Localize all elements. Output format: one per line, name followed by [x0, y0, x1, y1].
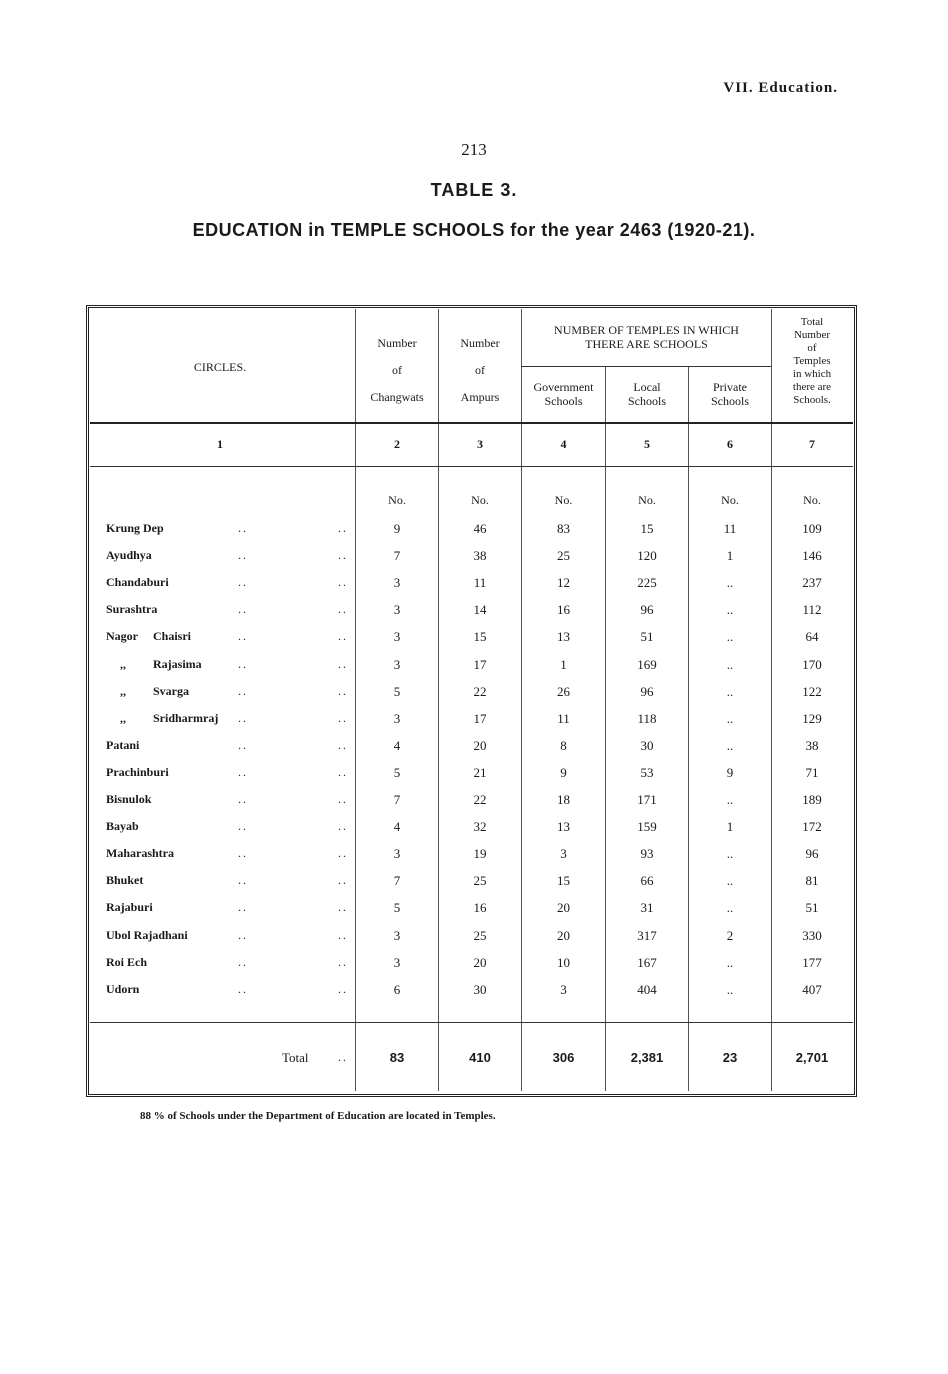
cell-total: 189	[802, 792, 822, 807]
leader-dots: ..	[338, 764, 348, 779]
cell-total: 330	[802, 927, 822, 943]
cell-local: 96	[640, 602, 654, 618]
cell-government: 83	[557, 521, 570, 536]
leader-dots: ..	[338, 710, 348, 725]
circle-name: Surashtra	[106, 602, 158, 617]
leader-dots: ..	[338, 927, 348, 942]
cell-ampurs: 46	[473, 521, 487, 536]
table-row	[0, 792, 948, 819]
leader-dots: ..	[338, 981, 348, 996]
total-local: 2,381	[630, 1050, 664, 1065]
leader-dots: ..	[238, 737, 248, 752]
cell-total: 170	[802, 656, 822, 672]
cell-changwats: 3	[393, 602, 401, 618]
cell-private: ..	[726, 981, 734, 997]
circle-name: Rajaburi	[106, 900, 153, 915]
cell-private: ..	[726, 900, 734, 916]
table-row	[0, 738, 948, 765]
column-number: 2	[394, 437, 400, 451]
leader-dots: ..	[238, 575, 248, 590]
cell-ampurs: 25	[473, 927, 487, 943]
cell-government: 12	[557, 575, 570, 591]
leader-dots: ..	[338, 629, 348, 644]
unit-label: No.	[638, 493, 656, 507]
table-row	[0, 684, 948, 711]
leader-dots: ..	[238, 521, 248, 535]
circle-name: Sridharmraj	[153, 710, 219, 725]
total-changwats: 83	[389, 1050, 405, 1065]
cell-local: 31	[640, 900, 654, 916]
cell-ampurs: 20	[473, 737, 487, 753]
circle-name: Krung Dep	[106, 521, 164, 535]
circle-prefix: ,,	[120, 683, 126, 698]
total-government: 306	[552, 1050, 575, 1065]
cell-ampurs: 14	[473, 602, 487, 618]
circle-name: Udorn	[106, 981, 140, 996]
cell-ampurs: 21	[473, 764, 487, 780]
cell-total: 172	[802, 819, 822, 835]
cell-government: 8	[560, 737, 567, 753]
table-row	[0, 548, 948, 575]
leader-dots: ..	[238, 873, 248, 888]
leader-dots: ..	[338, 548, 348, 563]
leader-dots: ..	[238, 764, 248, 779]
header-rule	[90, 422, 853, 424]
circle-name: Bayab	[106, 819, 139, 834]
cell-government: 16	[557, 602, 570, 618]
leader-dots: ..	[338, 602, 348, 617]
leader-dots: ..	[338, 737, 348, 752]
cell-changwats: 3	[393, 927, 401, 943]
table-row	[0, 900, 948, 927]
section-heading: VII. Education.	[723, 80, 838, 96]
total-private: 23	[722, 1050, 738, 1065]
cell-ampurs: 16	[473, 900, 487, 916]
circle-prefix: ,,	[120, 710, 126, 725]
cell-private: ..	[726, 602, 734, 618]
cell-ampurs: 19	[473, 846, 487, 862]
cell-local: 225	[637, 575, 657, 591]
cell-government: 26	[557, 683, 570, 699]
cell-ampurs: 17	[473, 710, 487, 726]
total-leaders: ..	[338, 1050, 348, 1064]
table-row	[0, 657, 948, 684]
cell-ampurs: 15	[473, 629, 487, 645]
header-private: Private Schools	[710, 380, 749, 408]
leader-dots: ..	[238, 900, 248, 915]
cell-changwats: 7	[393, 548, 401, 564]
cell-local: 66	[640, 873, 654, 889]
cell-changwats: 4	[393, 737, 401, 753]
cell-ampurs: 32	[473, 819, 487, 835]
cell-total: 38	[805, 737, 819, 753]
cell-changwats: 3	[393, 846, 401, 862]
cell-local: 93	[640, 846, 654, 862]
cell-government: 1	[560, 656, 567, 672]
total-label: Total	[282, 1050, 309, 1065]
cell-total: 64	[805, 629, 819, 645]
cell-private: ..	[726, 629, 734, 645]
cell-changwats: 3	[393, 575, 401, 591]
table-row	[0, 873, 948, 900]
cell-total: 407	[802, 981, 822, 997]
header-rule	[90, 466, 853, 467]
cell-local: 51	[640, 629, 654, 645]
column-number: 3	[477, 437, 483, 451]
circle-name: Ubol Rajadhani	[106, 927, 188, 942]
column-number: 7	[809, 437, 815, 451]
leader-dots: ..	[338, 792, 348, 806]
cell-ampurs: 22	[473, 683, 487, 699]
leader-dots: ..	[238, 629, 248, 644]
table-row	[0, 819, 948, 846]
table-row	[0, 575, 948, 602]
cell-local: 120	[637, 548, 657, 564]
cell-total: 177	[802, 954, 822, 970]
cell-government: 13	[557, 819, 570, 835]
leader-dots: ..	[338, 900, 348, 915]
circle-name: Chaisri	[153, 629, 192, 644]
cell-changwats: 3	[393, 954, 401, 970]
header-local: Local Schools	[627, 380, 666, 408]
leader-dots: ..	[238, 792, 248, 806]
table-row	[0, 846, 948, 873]
cell-local: 169	[637, 656, 657, 672]
leader-dots: ..	[338, 954, 348, 969]
cell-private: ..	[726, 846, 734, 862]
cell-private: ..	[726, 683, 734, 699]
header-ampurs: Number of Ampurs	[460, 336, 500, 404]
leader-dots: ..	[338, 873, 348, 888]
circle-name: Rajasima	[153, 656, 202, 671]
table-row	[0, 711, 948, 738]
total-ampurs: 410	[469, 1050, 491, 1065]
cell-government: 13	[557, 629, 570, 645]
table-row	[0, 629, 948, 656]
cell-private: 2	[726, 927, 734, 943]
leader-dots: ..	[338, 656, 348, 671]
leader-dots: ..	[338, 683, 348, 698]
cell-local: 96	[640, 683, 654, 699]
total-rule	[90, 1022, 853, 1023]
cell-local: 30	[640, 737, 654, 753]
leader-dots: ..	[238, 548, 248, 563]
cell-local: 15	[640, 521, 654, 536]
cell-local: 118	[637, 710, 657, 726]
cell-ampurs: 17	[473, 656, 487, 672]
cell-ampurs: 30	[473, 981, 487, 997]
cell-private: 1	[726, 819, 734, 835]
unit-label: No.	[388, 493, 406, 507]
cell-ampurs: 25	[473, 873, 487, 889]
leader-dots: ..	[238, 819, 248, 834]
cell-changwats: 3	[393, 710, 401, 726]
cell-government: 20	[557, 927, 570, 943]
column-number: 6	[727, 437, 733, 451]
circle-name: Bhuket	[106, 873, 144, 888]
cell-government: 20	[557, 900, 570, 916]
table-row	[0, 602, 948, 629]
cell-government: 9	[560, 764, 567, 780]
cell-ampurs: 11	[473, 575, 487, 591]
cell-private: 1	[726, 548, 734, 564]
column-number: 1	[217, 437, 223, 451]
header-circles: CIRCLES.	[193, 360, 247, 374]
circle-name: Maharashtra	[106, 846, 174, 861]
leader-dots: ..	[338, 819, 348, 834]
cell-changwats: 5	[393, 900, 401, 916]
leader-dots: ..	[238, 927, 248, 942]
leader-dots: ..	[338, 575, 348, 590]
cell-local: 404	[637, 981, 657, 997]
circle-name: Ayudhya	[106, 548, 152, 563]
header-total: Total Number of Temples in which there are Schools.	[792, 316, 832, 406]
unit-label: No.	[471, 493, 489, 507]
cell-total: 71	[805, 764, 819, 780]
cell-changwats: 7	[393, 873, 401, 889]
cell-changwats: 5	[393, 683, 401, 699]
table-title: TABLE 3.	[430, 180, 518, 200]
leader-dots: ..	[338, 846, 348, 861]
unit-label: No.	[803, 493, 821, 507]
footnote: 88 % of Schools under the Department of Education are located in Temples.	[140, 1110, 496, 1122]
cell-local: 317	[637, 927, 657, 943]
cell-total: 129	[802, 710, 822, 726]
cell-changwats: 7	[393, 792, 401, 807]
column-number: 4	[560, 437, 567, 451]
cell-government: 11	[557, 710, 570, 726]
leader-dots: ..	[238, 602, 248, 617]
unit-label: No.	[554, 493, 573, 507]
page-number: 213	[461, 140, 487, 159]
cell-government: 25	[557, 548, 570, 564]
cell-total: 51	[805, 900, 819, 916]
circle-prefix: Nagor	[106, 629, 138, 644]
cell-changwats: 5	[393, 764, 401, 780]
cell-changwats: 6	[393, 981, 401, 997]
cell-total: 112	[802, 602, 822, 618]
cell-total: 96	[805, 846, 819, 862]
cell-ampurs: 22	[473, 792, 487, 807]
cell-total: 81	[805, 873, 819, 889]
cell-private: ..	[726, 656, 734, 672]
cell-private: ..	[726, 873, 734, 889]
leader-dots: ..	[238, 846, 248, 861]
table-row	[0, 928, 948, 955]
cell-local: 159	[637, 819, 657, 835]
column-number: 5	[644, 437, 650, 451]
cell-ampurs: 38	[473, 548, 487, 564]
cell-local: 167	[637, 954, 657, 970]
circle-name: Patani	[106, 737, 140, 752]
cell-ampurs: 20	[473, 954, 487, 970]
table-subtitle: EDUCATION in TEMPLE SCHOOLS for the year 2463 (1920-21).	[192, 220, 756, 240]
leader-dots: ..	[238, 683, 248, 698]
cell-government: 3	[560, 846, 567, 862]
cell-private: ..	[726, 710, 734, 726]
cell-private: ..	[726, 575, 734, 591]
leader-dots: ..	[338, 521, 348, 535]
cell-government: 10	[557, 954, 570, 970]
table-row	[0, 521, 948, 548]
circle-name: Chandaburi	[106, 575, 169, 590]
cell-private: 11	[723, 521, 737, 536]
total-total: 2,701	[795, 1050, 829, 1065]
header-government: Government Schools	[533, 380, 594, 408]
cell-total: 109	[802, 521, 822, 536]
unit-label: No.	[721, 493, 739, 507]
cell-private: ..	[726, 954, 734, 970]
cell-changwats: 3	[393, 656, 401, 672]
cell-government: 3	[560, 981, 567, 997]
leader-dots: ..	[238, 710, 248, 725]
cell-changwats: 9	[393, 521, 401, 536]
cell-private: 9	[726, 764, 734, 780]
table-row	[0, 955, 948, 982]
cell-local: 171	[637, 792, 657, 807]
circle-name: Prachinburi	[106, 764, 169, 779]
header-rule	[521, 366, 771, 367]
cell-changwats: 4	[393, 819, 401, 835]
circle-name: Svarga	[153, 683, 189, 698]
circle-name: Roi Ech	[106, 954, 148, 969]
cell-total: 122	[802, 683, 822, 699]
table-row	[0, 982, 948, 1009]
cell-total: 146	[802, 548, 822, 564]
leader-dots: ..	[238, 981, 248, 996]
cell-changwats: 3	[393, 629, 401, 645]
table-row	[0, 765, 948, 792]
leader-dots: ..	[238, 954, 248, 969]
cell-government: 18	[557, 792, 570, 807]
cell-private: ..	[726, 792, 734, 807]
header-temples-group: NUMBER OF TEMPLES IN WHICH THERE ARE SCHOOLS	[554, 323, 739, 351]
circle-prefix: ,,	[120, 656, 126, 671]
cell-government: 15	[557, 873, 570, 889]
cell-total: 237	[802, 575, 822, 591]
cell-private: ..	[726, 737, 734, 753]
header-changwats: Number of Changwats	[370, 336, 424, 404]
cell-local: 53	[640, 764, 654, 780]
circle-name: Bisnulok	[106, 792, 152, 806]
leader-dots: ..	[238, 656, 248, 671]
